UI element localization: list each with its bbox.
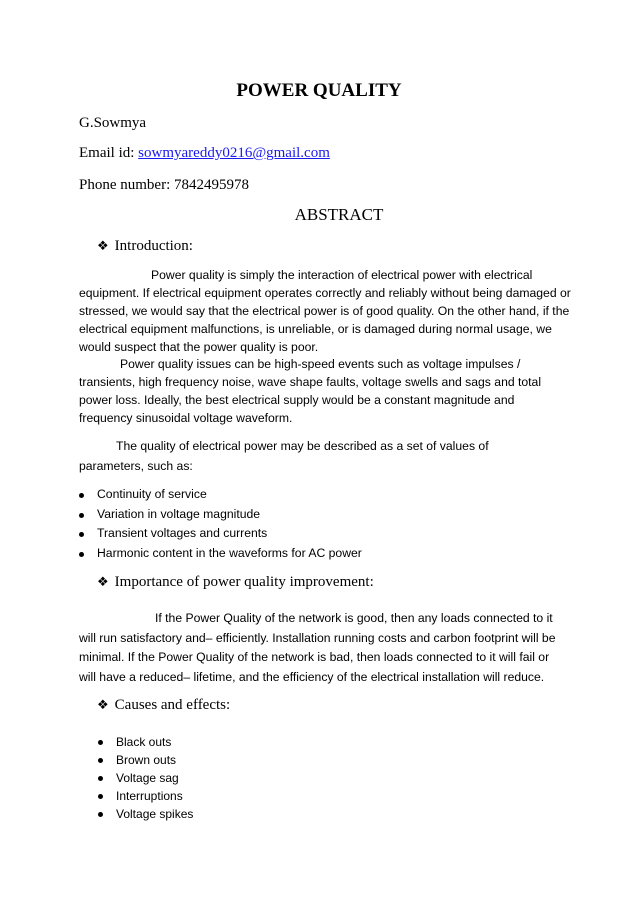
parameters-list [97, 485, 362, 563]
list-item: Brown outs [116, 751, 193, 769]
abstract-heading: ABSTRACT [294, 205, 384, 224]
bullet-dot-icon [79, 532, 84, 537]
bullet-dot-icon [98, 776, 103, 781]
causes-heading [97, 697, 230, 714]
author-name: G.Sowmya [79, 115, 147, 131]
list-item: Interruptions [116, 787, 193, 805]
introduction-heading [97, 238, 193, 255]
list-item: Black outs [116, 733, 193, 751]
bullet-dot-icon [79, 552, 84, 557]
phone-label: Phone number: [79, 177, 171, 193]
list-item: Transient voltages and currents [97, 524, 362, 544]
email-line [79, 145, 330, 162]
bullet-dot-icon [79, 493, 84, 498]
list-item: Voltage sag [116, 769, 193, 787]
list-item: Harmonic content in the waveforms for AC power [97, 544, 362, 564]
bullet-dot-icon [98, 794, 103, 799]
bullet-dot-icon [98, 740, 103, 745]
importance-heading-text: Importance of power quality improvement: [114, 574, 374, 590]
importance-paragraph: If the Power Quality of the network is good, then any loads connected to it will run satisfactory and– efficiently. Installation running costs and carbon footprint will be minimal. If the Power Quality of the network is bad, then loads connected to it will fail or will have a reduced– lifetime, and the efficiency of the electrical installation will reduce. [79, 611, 556, 684]
introduction-paragraph-3: The quality of electrical power may be described as a set of values of parameters, such as: [79, 439, 489, 473]
introduction-paragraph-2: Power quality issues can be high-speed events such as voltage impulses / transients, high frequency noise, wave shape faults, voltage swells and sags and total power loss. Ideally, the best electrical supply would be a constant magnitude and frequency sinusoidal voltage waveform. [79, 357, 542, 425]
list-item: Continuity of service [97, 485, 362, 505]
bullet-dot-icon [98, 758, 103, 763]
phone-number: 7842495978 [174, 177, 249, 193]
document-title: POWER QUALITY [236, 80, 402, 101]
phone-line [79, 177, 249, 194]
bullet-dot-icon [98, 812, 103, 817]
introduction-paragraph-1: Power quality is simply the interaction of electrical power with electrical equipment. If electrical equipment operates correctly and reliably without being damaged or stressed, we would say that the electrical power is of good quality. On the other hand, if the electrical equipment malfunctions, is unreliable, or is damaged during normal usage, we would suspect that the power quality is poor. [79, 268, 571, 354]
diamond-bullet-icon: ❖ [97, 575, 109, 590]
diamond-bullet-icon: ❖ [97, 239, 109, 254]
diamond-bullet-icon: ❖ [97, 698, 109, 713]
causes-list [116, 733, 193, 823]
importance-heading [97, 574, 374, 591]
email-link[interactable]: sowmyareddy0216@gmail.com [138, 145, 330, 161]
bullet-dot-icon [79, 513, 84, 518]
list-item: Variation in voltage magnitude [97, 505, 362, 525]
causes-heading-text: Causes and effects: [114, 697, 231, 713]
list-item: Voltage spikes [116, 805, 193, 823]
email-label: Email id: [79, 145, 135, 161]
introduction-heading-text: Introduction: [114, 238, 193, 254]
